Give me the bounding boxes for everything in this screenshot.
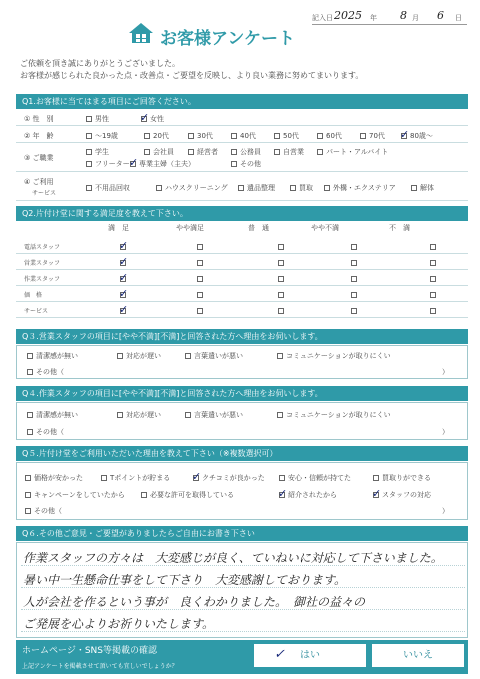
row-label: 電話スタッフ [24, 244, 61, 251]
checkbox[interactable] [86, 133, 92, 139]
option-label: フリーター [95, 160, 130, 168]
row-label: ④ ご利用 [24, 178, 54, 186]
satisfaction-checkbox[interactable] [119, 255, 129, 268]
consent-no-button[interactable] [372, 644, 464, 667]
date-prefix: 記入日 [312, 14, 333, 22]
satisfaction-checkbox[interactable] [119, 271, 129, 284]
option-age-80[interactable] [400, 128, 433, 141]
satisfaction-checkbox[interactable] [351, 244, 357, 250]
option-job[interactable] [231, 147, 261, 157]
option-reason-review[interactable] [192, 470, 265, 483]
satisfaction-checkbox[interactable] [278, 244, 284, 250]
comment-line: 人が会社を作るという事が 良くわかりました。 御社の益々の [23, 595, 366, 609]
q1-row-age [16, 127, 468, 143]
option-label: 清潔感が無い [36, 352, 78, 360]
option-label: コミュニケーションが取りにくい [286, 411, 391, 419]
checkbox[interactable] [400, 128, 410, 141]
option-label: 自営業 [283, 148, 304, 156]
option-label: 遺品整理 [247, 184, 275, 192]
q1-title: Q1.お客様に当てはまる項目にご回答ください。 [16, 94, 468, 109]
q1-row-gender [16, 110, 468, 126]
option-other[interactable] [27, 427, 64, 437]
option-service[interactable] [238, 183, 275, 193]
satisfaction-row [16, 286, 468, 302]
row-label: ② 年 齢 [24, 132, 54, 140]
q4-options [16, 402, 468, 440]
option-label: その他（ [36, 368, 64, 376]
checkbox[interactable] [411, 185, 417, 191]
option-service[interactable] [156, 183, 228, 193]
option-age[interactable] [360, 131, 385, 141]
other-close: ） [442, 368, 449, 376]
option-label: 外構・エクステリア [333, 184, 396, 192]
day-unit: 日 [455, 14, 462, 22]
option-label: 買取りができる [382, 474, 431, 482]
option-label: 必要な許可を取得している [150, 491, 234, 499]
option-label: コミュニケーションが取りにくい [286, 352, 391, 360]
option-reason[interactable] [25, 490, 125, 500]
checkbox[interactable] [86, 116, 92, 122]
satisfaction-checkbox[interactable] [197, 276, 203, 282]
option-label: 20代 [153, 132, 169, 140]
other-close: ） [442, 507, 449, 515]
option-label: 50代 [283, 132, 299, 140]
option-reason[interactable] [101, 473, 170, 483]
checkbox[interactable] [144, 149, 150, 155]
q5-title: Q５.片付け堂をご利用いただいた理由を教えて下さい（※複数選択可） [16, 446, 468, 461]
date-year: 2025 [334, 9, 362, 22]
check-mark-icon: ✓ [119, 239, 129, 252]
checkbox[interactable] [231, 149, 237, 155]
check-mark-icon: ✓ [140, 111, 150, 124]
option-label: 言葉遣いが悪い [194, 411, 243, 419]
option-label: 価格が安かった [34, 474, 83, 482]
row-label: 営業スタッフ [24, 260, 61, 267]
option-label: 買取 [299, 184, 313, 192]
col-header: 不 満 [389, 224, 410, 232]
option-label: ～19歳 [95, 132, 118, 140]
checkbox[interactable] [117, 412, 123, 418]
option-label: クチコミが良かった [202, 474, 265, 482]
checkbox[interactable] [27, 369, 33, 375]
checkbox[interactable] [278, 487, 288, 500]
option-job[interactable] [144, 147, 174, 157]
checkbox[interactable] [373, 475, 379, 481]
row-label: ③ ご職業 [24, 154, 54, 162]
checkbox[interactable] [185, 412, 191, 418]
q3-title: Q３.営業スタッフの項目に[やや不満][不満]と回答された方へ理由をお伺いします。 [16, 329, 468, 344]
option-reason-referral[interactable] [278, 487, 337, 500]
option-reason[interactable] [373, 473, 431, 483]
checkbox[interactable] [317, 133, 323, 139]
consent-title: ホームページ・SNS等掲載の確認 [22, 646, 157, 656]
option-age[interactable] [144, 131, 169, 141]
option-label: キャンペーンをしていたから [34, 491, 125, 499]
checkbox[interactable] [101, 475, 107, 481]
satisfaction-checkbox[interactable] [351, 292, 357, 298]
option-label: 男性 [95, 115, 109, 123]
checkbox[interactable] [231, 161, 237, 167]
option-service[interactable] [290, 183, 313, 193]
option-label: 60代 [326, 132, 342, 140]
check-mark-icon: ✓ [372, 487, 382, 500]
option-reason[interactable] [277, 410, 391, 420]
checkbox[interactable] [117, 353, 123, 359]
checkbox[interactable] [231, 133, 237, 139]
checkbox[interactable] [86, 185, 92, 191]
option-reason[interactable] [117, 351, 161, 361]
option-other[interactable] [25, 506, 62, 516]
option-label: パート・アルバイト [326, 148, 389, 156]
option-label: ハウスクリーニング [165, 184, 228, 192]
option-label: 40代 [240, 132, 256, 140]
satisfaction-checkbox[interactable] [197, 308, 203, 314]
other-close: ） [442, 428, 449, 436]
satisfaction-row [16, 254, 468, 270]
checkbox[interactable] [274, 149, 280, 155]
yes-label: はい [300, 650, 320, 661]
satisfaction-checkbox[interactable] [430, 276, 436, 282]
col-header: やや満足 [176, 224, 204, 232]
satisfaction-checkbox[interactable] [430, 292, 436, 298]
check-mark-icon: ✓ [119, 287, 129, 300]
date-underline [312, 24, 467, 25]
check-mark-icon: ✓ [119, 271, 129, 284]
option-other[interactable] [27, 367, 64, 377]
checkbox[interactable] [372, 487, 382, 500]
publish-consent-bar [16, 640, 468, 674]
option-label: 安心・信頼が持てた [288, 474, 351, 482]
option-label: 対応が遅い [126, 411, 161, 419]
option-reason[interactable] [277, 351, 391, 361]
q3-options [16, 345, 468, 379]
intro-line-2: お客様が感じられた良かった点・改善点・ご要望を反映し、より良い業務に努めてまいります。 [20, 71, 364, 80]
option-reason[interactable] [117, 410, 161, 420]
option-label: 不用品回収 [95, 184, 130, 192]
check-mark-icon: ✓ [278, 487, 288, 500]
satisfaction-checkbox[interactable] [351, 308, 357, 314]
option-label: スタッフの対応 [382, 491, 431, 499]
checkbox[interactable] [290, 185, 296, 191]
option-reason-staff[interactable] [372, 487, 431, 500]
checkbox[interactable] [156, 185, 162, 191]
checkbox[interactable] [25, 508, 31, 514]
checkbox[interactable] [140, 111, 150, 124]
checkbox[interactable] [185, 353, 191, 359]
option-age[interactable] [231, 131, 256, 141]
checkbox[interactable] [188, 133, 194, 139]
option-age[interactable] [317, 131, 342, 141]
satisfaction-row [16, 238, 468, 254]
option-label: 会社員 [153, 148, 174, 156]
q5-options [16, 462, 468, 520]
satisfaction-row [16, 302, 468, 318]
option-label: 専業主婦（主夫） [139, 160, 195, 168]
no-label: いいえ [403, 650, 433, 661]
option-label: その他（ [36, 428, 64, 436]
checkbox[interactable] [141, 492, 147, 498]
month-unit: 月 [412, 14, 419, 22]
comment-line: ご発展を心よりお祈りいたします。 [23, 617, 215, 631]
checkbox[interactable] [86, 161, 92, 167]
checkbox[interactable] [324, 185, 330, 191]
house-icon [128, 22, 154, 46]
option-reason[interactable] [141, 490, 234, 500]
option-age[interactable] [86, 131, 118, 141]
satisfaction-checkbox[interactable] [197, 244, 203, 250]
checkbox[interactable] [144, 133, 150, 139]
col-header: 普 通 [248, 224, 269, 232]
option-age[interactable] [274, 131, 299, 141]
check-mark-icon: ✓ [274, 647, 285, 662]
row-label: 作業スタッフ [24, 276, 61, 283]
option-reason[interactable] [185, 410, 243, 420]
satisfaction-checkbox[interactable] [197, 292, 203, 298]
q1-row-occupation [16, 144, 468, 172]
checkbox[interactable] [25, 475, 31, 481]
q4-title: Q４.作業スタッフの項目に[やや不満][不満]と回答された方へ理由をお伺いします。 [16, 386, 468, 401]
option-label: 言葉遣いが悪い [194, 352, 243, 360]
option-service[interactable] [411, 183, 434, 193]
option-reason[interactable] [25, 473, 83, 483]
col-header: 満 足 [108, 224, 129, 232]
option-service[interactable] [324, 183, 396, 193]
satisfaction-row [16, 270, 468, 286]
option-job-housewife[interactable] [129, 156, 195, 169]
check-mark-icon: ✓ [192, 470, 202, 483]
row-label: 価 格 [24, 292, 43, 299]
date-day: 6 [437, 9, 444, 22]
option-female[interactable] [140, 111, 164, 124]
option-label: 学生 [95, 148, 109, 156]
check-mark-icon: ✓ [400, 128, 410, 141]
checkbox[interactable] [27, 412, 33, 418]
option-job[interactable] [231, 159, 261, 169]
date-field [312, 10, 472, 24]
row-sublabel: サービス [32, 190, 57, 197]
year-unit: 年 [370, 14, 377, 22]
intro-line-1: ご依頼を頂き誠にありがとうございました。 [20, 59, 180, 68]
option-reason[interactable] [27, 410, 78, 420]
satisfaction-checkbox[interactable] [278, 308, 284, 314]
satisfaction-checkbox[interactable] [119, 287, 129, 300]
checkbox[interactable] [25, 492, 31, 498]
option-label: Tポイントが貯まる [110, 474, 171, 482]
option-label: 解体 [420, 184, 434, 192]
col-header: やや不満 [311, 224, 339, 232]
option-job[interactable] [86, 147, 109, 157]
option-service[interactable] [86, 183, 130, 193]
consent-subtitle: 上記アンケートを掲載させて頂いても宜しいでしょうか？ [22, 663, 178, 670]
checkbox[interactable] [238, 185, 244, 191]
satisfaction-checkbox[interactable] [351, 276, 357, 282]
satisfaction-checkbox[interactable] [351, 260, 357, 266]
satisfaction-checkbox[interactable] [430, 244, 436, 250]
q2-title: Q2.片付け堂に関する満足度を教えて下さい。 [16, 206, 468, 221]
option-label: 清潔感が無い [36, 411, 78, 419]
check-mark-icon: ✓ [119, 255, 129, 268]
comment-box[interactable] [16, 542, 468, 638]
option-label: 公務員 [240, 148, 261, 156]
option-label: 紹介されたから [288, 491, 337, 499]
option-job[interactable] [86, 159, 130, 169]
option-reason[interactable] [185, 351, 243, 361]
option-label: 30代 [197, 132, 213, 140]
satisfaction-checkbox[interactable] [119, 239, 129, 252]
option-reason[interactable] [279, 473, 351, 483]
option-label: その他 [240, 160, 261, 168]
checkbox[interactable] [188, 149, 194, 155]
row-label: サービス [24, 308, 49, 315]
checkbox[interactable] [27, 429, 33, 435]
option-label: その他（ [34, 507, 62, 515]
page-title: お客様アンケート [160, 29, 295, 49]
satisfaction-checkbox[interactable] [430, 260, 436, 266]
checkbox[interactable] [86, 149, 92, 155]
option-label: 80歳～ [410, 132, 433, 140]
satisfaction-checkbox[interactable] [119, 303, 129, 316]
row-label: ① 性 別 [24, 115, 54, 123]
checkbox[interactable] [129, 156, 139, 169]
checkbox[interactable] [274, 133, 280, 139]
comment-line: 暑い中一生懸命仕事をして下さり 大変感謝しております。 [23, 573, 347, 587]
option-age[interactable] [188, 131, 213, 141]
comment-line: 作業スタッフの方々は 大変感じが良く、ていねいに対応して下さいました。 [23, 551, 443, 565]
option-job[interactable] [274, 147, 304, 157]
satisfaction-checkbox[interactable] [197, 260, 203, 266]
q1-row-service [16, 173, 468, 201]
satisfaction-checkbox[interactable] [278, 292, 284, 298]
option-label: 女性 [150, 115, 164, 123]
date-month: 8 [400, 9, 407, 22]
satisfaction-checkbox[interactable] [430, 308, 436, 314]
satisfaction-checkbox[interactable] [278, 260, 284, 266]
satisfaction-checkbox[interactable] [278, 276, 284, 282]
checkbox[interactable] [277, 412, 283, 418]
checkbox[interactable] [317, 149, 323, 155]
checkbox[interactable] [279, 475, 285, 481]
checkbox[interactable] [27, 353, 33, 359]
option-reason[interactable] [27, 351, 78, 361]
satisfaction-header [16, 223, 468, 237]
checkbox[interactable] [360, 133, 366, 139]
option-job[interactable] [317, 147, 388, 157]
q6-title: Q６.その他ご意見・ご要望がありましたらご自由にお書き下さい [16, 526, 468, 541]
option-job[interactable] [188, 147, 218, 157]
checkbox[interactable] [277, 353, 283, 359]
consent-yes-button[interactable] [254, 644, 366, 667]
checkbox[interactable] [192, 470, 202, 483]
option-label: 対応が遅い [126, 352, 161, 360]
option-label: 経営者 [197, 148, 218, 156]
check-mark-icon: ✓ [119, 303, 129, 316]
option-male[interactable] [86, 114, 109, 124]
option-label: 70代 [369, 132, 385, 140]
check-mark-icon: ✓ [129, 156, 139, 169]
